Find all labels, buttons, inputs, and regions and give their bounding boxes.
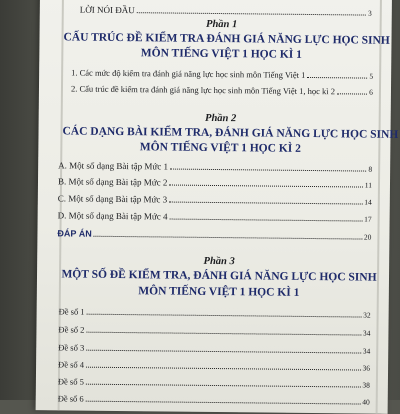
part-2-heading: Phần 2	[205, 112, 237, 125]
toc-leader-dots	[86, 384, 361, 388]
toc-entry-label: A. Một số dạng Bài tập Mức 1	[58, 160, 169, 172]
part-2-title-line-2: MÔN TIẾNG VIỆT 1 HỌC KÌ 2	[139, 141, 301, 155]
toc-leader-dots	[137, 12, 366, 15]
toc-entry-label: Đề số 6	[57, 393, 84, 404]
toc-entry-part-2-item-d[interactable]	[58, 210, 372, 223]
toc-leader-dots	[169, 219, 362, 222]
toc-entry-test-4[interactable]	[58, 359, 370, 372]
part-1-title-line-2: MÔN TIẾNG VIỆT 1 HỌC KÌ 1	[140, 47, 302, 61]
toc-leader-dots	[86, 367, 361, 371]
toc-entry-intro[interactable]	[80, 5, 372, 18]
toc-entry-label: 2. Cấu trúc đề kiểm tra đánh giá năng lực học sinh môn Tiếng Việt 1, học kì 2	[70, 83, 336, 97]
book-page	[36, 0, 399, 414]
toc-entry-test-5[interactable]	[58, 376, 370, 389]
toc-entry-label: LỜI NÓI ĐẦU	[79, 4, 135, 16]
toc-entry-label: 1. Các mức độ kiểm tra đánh giá năng lực học sinh môn Tiếng Việt 1	[71, 67, 306, 80]
toc-entry-page: 32	[363, 310, 371, 320]
toc-entry-label: Đề số 3	[58, 342, 85, 353]
toc-entry-page: 17	[364, 214, 372, 224]
toc-leader-dots	[169, 185, 362, 188]
toc-entry-page: 38	[362, 380, 370, 390]
toc-entry-page: 8	[368, 164, 373, 174]
toc-leader-dots	[86, 332, 361, 336]
toc-entry-page: 6	[369, 87, 374, 97]
toc-entry-label: ĐÁP ÁN	[57, 228, 92, 239]
toc-entry-page: 14	[364, 197, 372, 207]
part-3-title-line-2: MÔN TIẾNG VIỆT 1 HỌC KÌ 1	[138, 285, 300, 299]
part-3-heading: Phần 3	[203, 255, 235, 268]
toc-entry-part-2-item-a[interactable]	[58, 160, 372, 173]
toc-entry-label: Đề số 4	[58, 359, 85, 370]
toc-entry-label: C. Một số dạng Bài tập Mức 3	[57, 193, 168, 205]
table-of-contents	[57, 0, 399, 414]
toc-entry-label: Đề số 1	[58, 306, 85, 317]
toc-entry-label: Đề số 5	[57, 376, 84, 387]
toc-leader-dots	[169, 202, 362, 205]
part-1-title-line-1: CẤU TRÚC ĐỀ KIỂM TRA ĐÁNH GIÁ NĂNG LỰC HỌC SINH	[63, 31, 390, 47]
toc-leader-dots	[86, 350, 361, 354]
part-1-heading: Phần 1	[205, 18, 238, 31]
toc-entry-page: 34	[362, 346, 371, 356]
toc-entry-answers[interactable]	[57, 228, 371, 241]
toc-leader-dots	[87, 314, 362, 318]
toc-entry-label: B. Một số dạng Bài tập Mức 2	[57, 176, 168, 188]
toc-entry-page: 11	[364, 180, 373, 190]
toc-entry-part-2-item-c[interactable]	[58, 193, 372, 206]
toc-leader-dots	[170, 169, 366, 172]
toc-entry-page: 40	[362, 397, 370, 407]
toc-entry-page: 34	[362, 328, 371, 338]
toc-entry-page: 20	[363, 232, 372, 242]
toc-entry-part-1-item-1[interactable]	[71, 67, 373, 80]
toc-entry-label: D. Một số dạng Bài tập Mức 4	[57, 210, 168, 222]
toc-leader-dots	[307, 77, 367, 79]
toc-leader-dots	[86, 401, 361, 405]
toc-entry-test-1[interactable]	[59, 306, 371, 319]
toc-leader-dots	[337, 93, 367, 94]
toc-entry-page: 5	[369, 71, 374, 81]
toc-entry-page: 36	[362, 363, 371, 373]
part-3-title-line-1: MỘT SỐ ĐỀ KIỂM TRA, ĐÁNH GIÁ NĂNG LỰC HỌC SINH	[61, 268, 377, 284]
toc-entry-test-2[interactable]	[58, 324, 370, 337]
toc-entry-page: 3	[367, 8, 372, 18]
toc-entry-label: Đề số 2	[58, 324, 85, 335]
toc-entry-test-3[interactable]	[58, 342, 370, 355]
toc-leader-dots	[94, 236, 362, 240]
part-2-title-line-1: CÁC DẠNG BÀI KIỂM TRA, ĐÁNH GIÁ NĂNG LỰC HỌC SINH	[62, 125, 399, 141]
toc-entry-part-1-item-2[interactable]	[71, 83, 373, 96]
toc-entry-part-2-item-b[interactable]	[58, 176, 372, 189]
